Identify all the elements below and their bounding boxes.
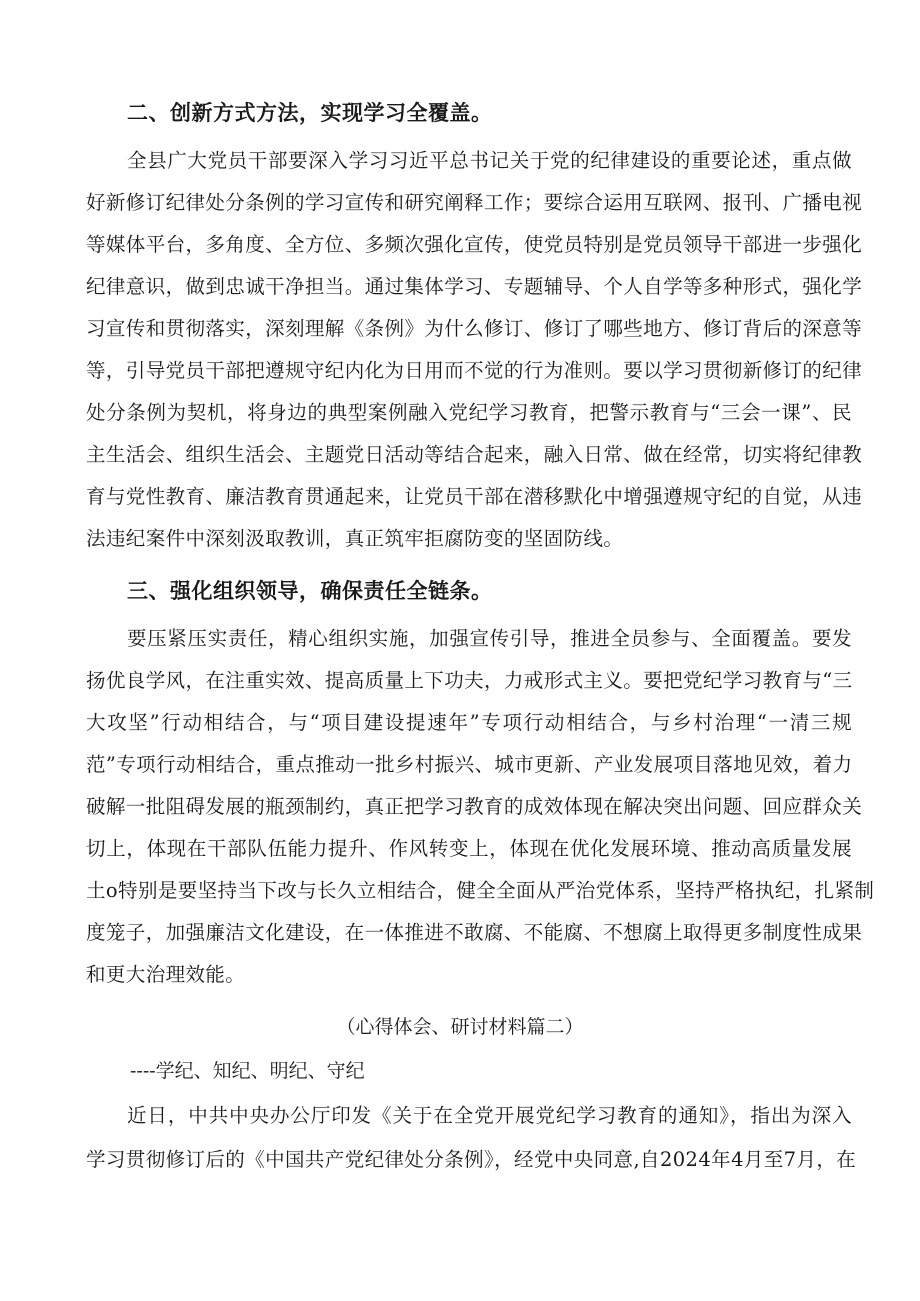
paragraph-line: 好新修订纪律处分条例的学习宣传和研究阐释工作；要综合运用互联网、报刊、广播电视 xyxy=(86,191,863,214)
paragraph-line: 主生活会、组织生活会、主题党日活动等结合起来，融入日常、做在经常，切实将纪律教 xyxy=(86,443,863,466)
paragraph-line: 和更大治理效能。 xyxy=(86,963,246,986)
paragraph-line: 纪律意识，做到忠诚干净担当。通过集体学习、专题辅导、个人自学等多种形式，强化学 xyxy=(86,275,863,298)
paragraph-line: 要压紧压实责任，精心组织实施，加强宣传引导，推进全员参与、全面覆盖。要发 xyxy=(127,627,852,650)
paragraph-line: 扬优良学风，在注重实效、提高质量上下功夫，力戒形式主义。要把党纪学习教育与“三 xyxy=(86,669,853,692)
paragraph-line: 处分条例为契机，将身边的典型案例融入党纪学习教育，把警示教育与“三会一课”、民 xyxy=(86,401,852,424)
paragraph-line: 土o特别是要坚持当下改与长久立相结合，健全全面从严治党体系，坚持严格执纪，扎紧制 xyxy=(86,879,875,902)
paragraph-line: 大攻坚”行动相结合，与“项目建设提速年”专项行动相结合，与乡村治理“一清三规 xyxy=(86,711,852,734)
paragraph-line: 育与党性教育、廉洁教育贯通起来，让党员干部在潜移默化中增强遵规守纪的自觉，从违 xyxy=(86,485,863,508)
paragraph-line: 全县广大党员干部要深入学习习近平总书记关于党的纪律建设的重要论述，重点做 xyxy=(127,149,852,172)
part-title: （心得体会、研讨材料篇二） xyxy=(336,1016,584,1038)
paragraph-line: 切上，体现在干部队伍能力提升、作风转变上，体现在优化发展环境、推动高质量发展 xyxy=(86,837,852,860)
paragraph-line: 法违纪案件中深刻汲取教训，真正筑牢拒腐防变的坚固防线。 xyxy=(86,527,624,550)
paragraph-line: 等，引导党员干部把遵规守纪内化为日用而不觉的行为准则。要以学习贯彻新修订的纪律 xyxy=(86,359,863,382)
paragraph-line: 破解一批阻碍发展的瓶颈制约，真正把学习教育的成效体现在解决突出问题、回应群众关 xyxy=(86,795,863,818)
paragraph-line: 习宣传和贯彻落实，深刻理解《条例》为什么修订、修订了哪些地方、修订背后的深意等 xyxy=(86,317,863,340)
paragraph-line: 度笼子，加强廉洁文化建设，在一体推进不敢腐、不能腐、不想腐上取得更多制度性成果 xyxy=(86,921,863,944)
paragraph-line: 等媒体平台，多角度、全方位、多频次强化宣传，使党员特别是党员领导干部进一步强化 xyxy=(86,233,863,256)
paragraph-line: 学习贯彻修订后的《中国共产党纪律处分条例》，经党中央同意,自2024年4月至7月，在 xyxy=(86,1148,857,1171)
part-subtitle: ----学纪、知纪、明纪、守纪 xyxy=(130,1060,365,1082)
paragraph-line: 近日，中共中央办公厅印发《关于在全党开展党纪学习教育的通知》，指出为深入 xyxy=(127,1104,852,1127)
section-heading-3: 三、强化组织领导，确保责任全链条。 xyxy=(127,579,493,603)
section-heading-2: 二、创新方式方法，实现学习全覆盖。 xyxy=(127,101,493,125)
paragraph-line: 范”专项行动相结合，重点推动一批乡村振兴、城市更新、产业发展项目落地见效，着力 xyxy=(86,753,853,776)
